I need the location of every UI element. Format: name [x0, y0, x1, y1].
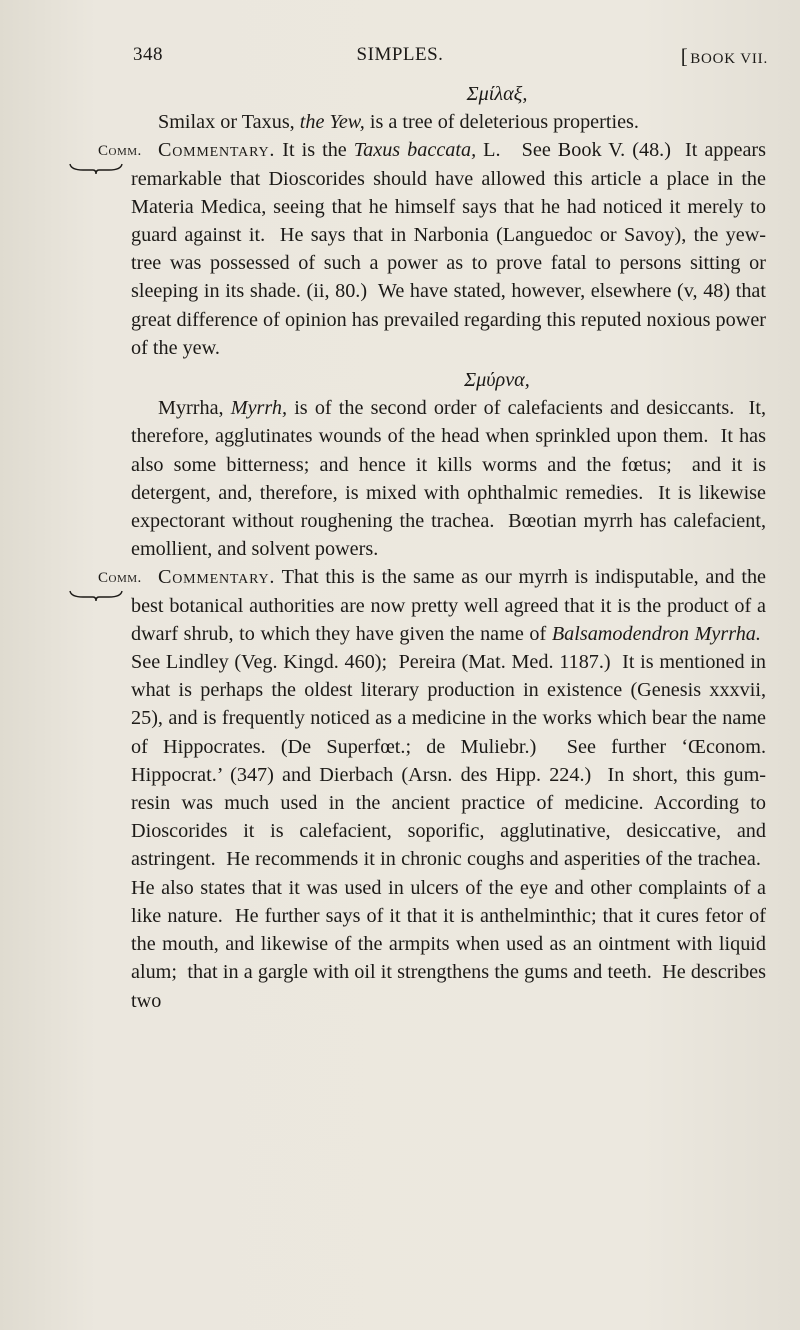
running-header	[0, 44, 800, 74]
margin-brace-icon	[69, 162, 123, 176]
page-body	[98, 80, 767, 1015]
margin-brace-icon	[69, 589, 123, 603]
entry-myrrha: Myrrha, Myrrh, is of the second order of calefacients and desiccants. It, therefore, agglutinates wounds of the head when sprinkled upon them. It has also some bitterness; and hence it kills worms and the fœtus; and it is detergent, and, therefore, is mixed with ophthalmic remedies. It is likewise expectorant without roughening the trachea. Bœotian myrrh has calefacient, emollient, and solvent powers.	[131, 397, 767, 561]
running-title: SIMPLES.	[356, 44, 444, 65]
greek-heading-myrrha: Σμύρνα,	[464, 369, 530, 392]
commentary-lead: Commentary.	[158, 139, 276, 162]
book-reference: [ BOOK VII.	[680, 44, 768, 68]
greek-heading-smilax: Σμίλαξ,	[466, 83, 528, 105]
page-number: 348	[133, 44, 163, 65]
commentary-smilax: Comm. Commentary. It is the Taxus baccata, L. See Book V. (48.) It appears remarkable that Dioscorides should have allowed this article a place in the Materia Medica, seeing that he himself says that he had noticed it merely to guard against it. He says that in Narbonia (Languedoc or Savoy), the yew-tree was possessed of such a power as to prove fatal to persons sitting or sleeping in its shade. (ii, 80.) We have stated, however, elsewhere (v, 48) that great difference of opinion has prevailed regarding this reputed noxious power of the yew.	[131, 136, 766, 362]
margin-label: Comm.	[98, 143, 142, 160]
margin-label: Comm.	[98, 570, 142, 587]
commentary-myrrha: Comm. Commentary. That this is the same as our myrrh is indisputable, and the best botanical authorities are now pretty well agreed that it is the product of a dwarf shrub, to which they have given the name of Balsamodendron Myrrha. See Lindley (Veg. Kingd. 460); Pereira (Mat. Med. 1187.) It is mentioned in what is perhaps the oldest literary production in existence (Genesis xxxvii, 25), and is frequently noticed as a medicine in the works which bear the name of Hippocrates. (De Superfœt.; de Muliebr.) See further ‘Œconom. Hippocrat.’ (347) and Dierbach (Arsn. des Hipp. 224.) In short, this gum-resin was much used in the ancient practice of medicine. According to Dioscorides it is calefacient, soporific, agglutinative, desiccative, and astringent. He recommends it in chronic coughs and asperities of the trachea. He also states that it was used in ulcers of the eye and other complaints of a like nature. He further says of it that it is anthelminthic; that it cures fetor of the mouth, and likewise of the armpits when used as an ointment with liquid alum; that in a gargle with oil it strengthens the gums and teeth. He describes two	[131, 563, 766, 1014]
entry-smilax: Smilax or Taxus, the Yew, is a tree of deleterious properties.	[158, 111, 639, 134]
commentary-lead: Commentary.	[158, 566, 276, 589]
